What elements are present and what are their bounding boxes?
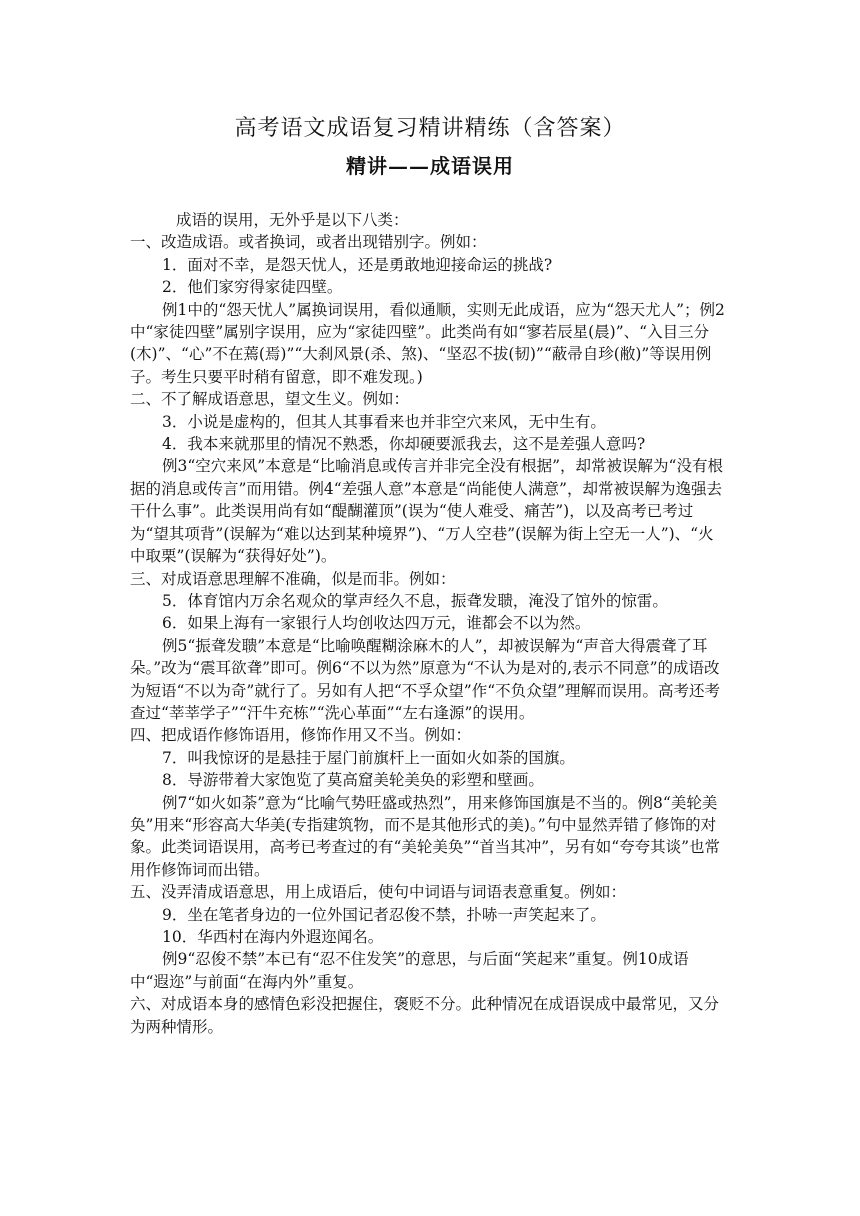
section-heading: 五、没弄清成语意思，用上成语后，使句中词语与词语表意重复。例如： [130, 883, 627, 902]
example-sentence: 10．华西村在海内外遐迩闻名。 [162, 928, 384, 946]
intro-paragraph: 成语的误用，无外乎是以下八类： [176, 211, 409, 229]
explanation-paragraph: 例1中的“怨天忧人”属换词误用，看似通顺，实则无此成语，应为“怨天尤人”；例2中“家徒四壁”属别字误用，应为“家徒四壁”。此类尚有如“寥若辰星(晨)”、“入目三分(木)”、“心”不在蔫(焉)”“大刹风景(杀、煞)、“坚忍不拔(韧)”“蔽帚自珍(敝)”等误用例子。考生只要平时稍有留意，即不难发现。) [130, 300, 725, 386]
example-sentence: 4．我本来就那里的情况不熟悉，你却硬要派我去，这不是差强人意吗? [162, 435, 646, 454]
page-subtitle: 精讲——成语误用 [346, 154, 514, 178]
explanation-paragraph: 例5“振聋发聩”本意是“比喻唤醒糊涂麻木的人”，却被误解为“声音大得震聋了耳朵。”改为“震耳欲聋”即可。例6“不以为然”原意为“不认为是对的,表示不同意”的成语改为短语“不以为奇”就行了。另如有人把“不孚众望”作“不负众望”理解而误用。高考还考查过“莘莘学子”“汗牛充栋”“洗心革面”“左右逢源”的误用。 [130, 636, 721, 722]
page-title: 高考语文成语复习精讲精练（含答案） [234, 116, 626, 141]
example-sentence: 3．小说是虚构的，但其人其事看来也并非空穴来风，无中生有。 [162, 412, 606, 431]
section-heading: 六、对成语本身的感情色彩没把握住，褒贬不分。此种情况在成语误成中最常见，又分为两种情形。 [130, 995, 720, 1036]
example-sentence: 8．导游带着大家饱览了莫高窟美轮美奂的彩塑和壁画。 [162, 771, 544, 790]
example-sentence: 5．体育馆内万余名观众的掌声经久不息，振聋发聩，淹没了馆外的惊雷。 [162, 591, 668, 610]
section-heading: 二、不了解成语意思，望文生义。例如： [130, 390, 410, 409]
section-heading: 四、把成语作修饰语用，修饰作用又不当。例如： [130, 726, 472, 745]
example-sentence: 2．他们家穷得家徒四壁。 [162, 278, 343, 297]
example-sentence: 6．如果上海有一家银行人均创收达四万元，谁都会不以为然。 [162, 614, 591, 633]
explanation-paragraph: 例3“空穴来风”本意是“比喻消息或传言并非完全没有根据”，却常被误解为“没有根据的消息或传言”而用错。例4“差强人意”本意是“尚能使人满意”，却常被误解为逸强去干什么事”。此类误用尚有如“醍醐灌顶”(误为“使人难受、痛苦”)，以及高考已考过为“望其项背”(误解为“难以达到某种境界”)、“万人空巷”(误解为街上空无一人”)、“火中取栗”(误解为“获得好处”)。 [130, 457, 723, 566]
example-sentence: 1．面对不幸，是怨天忧人，还是勇敢地迎接命运的挑战? [162, 255, 553, 274]
document-body [130, 209, 725, 1038]
explanation-paragraph: 例9“忍俊不禁”本已有“忍不住发笑”的意思，与后面“笑起来”重复。例10成语中“遐迩”与前面“在海内外”重复。 [130, 950, 689, 991]
section-heading: 三、对成语意思理解不准确，似是而非。例如： [130, 569, 456, 588]
section-heading: 一、改造成语。或者换词，或者出现错别字。例如： [130, 233, 487, 252]
explanation-paragraph: 例7“如火如荼”意为“比喻气势旺盛或热烈”，用来修饰国旗是不当的。例8“美轮美奂”用来“形容高大华美(专指建筑物，而不是其他形式的美)。”句中显然弄错了修饰的对象。此类词语误用，高考已考查过的有“美轮美奂”“首当其冲”，另有如“夸夸其谈”也常用作修饰词而出错。 [130, 793, 721, 879]
example-sentence: 7．叫我惊讶的是悬挂于屋门前旗杆上一面如火如荼的国旗。 [162, 748, 575, 767]
example-sentence: 9．坐在笔者身边的一位外国记者忍俊不禁，扑哧一声笑起来了。 [162, 905, 606, 924]
